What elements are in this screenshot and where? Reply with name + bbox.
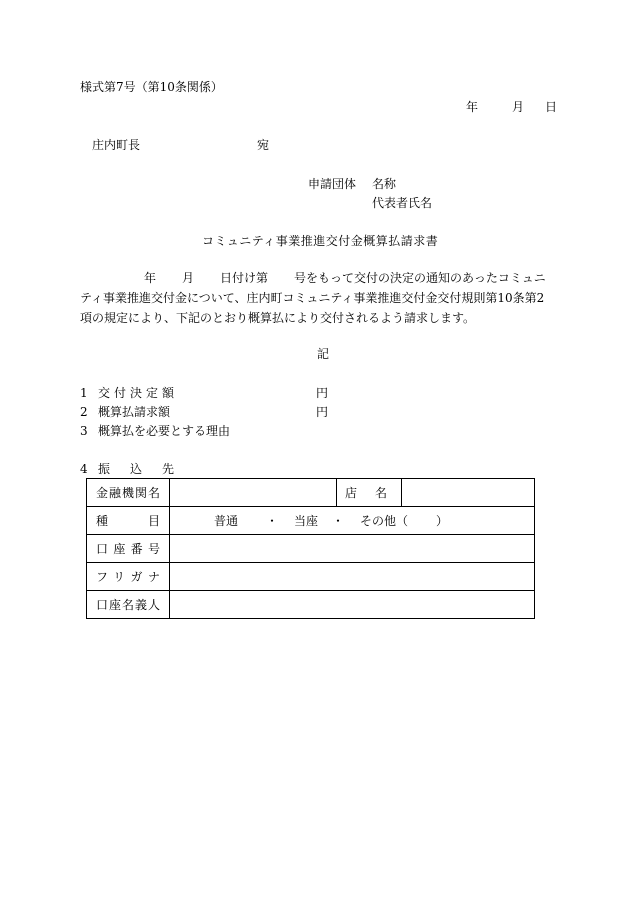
ki-mark: 記 (317, 347, 330, 361)
branch-value[interactable] (402, 479, 535, 507)
body-paragraph (80, 268, 550, 328)
item-1-unit: 円 (316, 386, 329, 400)
item-3-label: 概算払を必要とする理由 (98, 424, 231, 438)
applicant-rep-label: 代表者氏名 (372, 196, 433, 210)
bank-name-value[interactable] (170, 479, 337, 507)
addressee-name: 庄内町長 (92, 138, 141, 152)
type-label: 種目 (96, 514, 160, 528)
applicant-name-label: 名称 (372, 177, 397, 191)
item-3-num: 3 (80, 424, 88, 438)
item-2-unit: 円 (316, 405, 329, 419)
holder-label-cell (87, 591, 170, 619)
branch-label-cell (337, 479, 402, 507)
item-4-num: 4 (80, 462, 88, 476)
branch-label: 店名 (345, 486, 387, 500)
body-year: 年 (144, 271, 157, 285)
body-month: 月 (182, 271, 195, 285)
item-4-label: 振込先 (98, 462, 195, 476)
type-dot-1: ・ (266, 514, 279, 528)
account-number-label: 口座番号 (96, 542, 160, 556)
document-title: コミュニティ事業推進交付金概算払請求書 (202, 234, 439, 248)
type-other[interactable]: その他（ (360, 514, 409, 528)
type-label-cell (87, 507, 170, 535)
type-close: ） (436, 514, 449, 528)
item-1-num: 1 (80, 386, 88, 400)
form-number: 様式第7号（第10条関係） (80, 80, 223, 94)
row-account-number (87, 535, 535, 563)
bank-account-table (86, 478, 535, 619)
item-2-num: 2 (80, 405, 88, 419)
furigana-label: フリガナ (96, 570, 160, 584)
holder-value[interactable] (170, 591, 535, 619)
type-current[interactable]: 当座 (294, 514, 319, 528)
body-rest: 号をもって交付の決定の通知のあったコミュニティ事業推進交付金について、庄内町コミュニティ事業推進交付金交付規則第10条第2項の規定により、下記のとおり概算払により交付されるよう請求します。 (80, 271, 546, 325)
row-type (87, 507, 535, 535)
bank-name-label: 金融機関名 (96, 486, 160, 500)
row-bank (87, 479, 535, 507)
type-dot-2: ・ (332, 514, 345, 528)
date-year: 年 (466, 100, 479, 114)
type-ordinary[interactable]: 普通 (214, 514, 239, 528)
date-line (466, 100, 557, 114)
body-dated: 日付け第 (220, 271, 269, 285)
addressee-honorific: 宛 (257, 138, 270, 152)
applicant-group-label: 申請団体 (308, 177, 357, 191)
furigana-value[interactable] (170, 563, 535, 591)
furigana-label-cell (87, 563, 170, 591)
date-day: 日 (545, 100, 558, 114)
row-holder (87, 591, 535, 619)
row-furigana (87, 563, 535, 591)
type-options (170, 507, 535, 535)
date-month: 月 (512, 100, 525, 114)
holder-label: 口座名義人 (96, 598, 160, 612)
account-number-label-cell (87, 535, 170, 563)
item-2-label: 概算払請求額 (98, 405, 171, 419)
account-number-value[interactable] (170, 535, 535, 563)
item-1-label: 交付決定額 (98, 386, 179, 400)
bank-name-label-cell (87, 479, 170, 507)
